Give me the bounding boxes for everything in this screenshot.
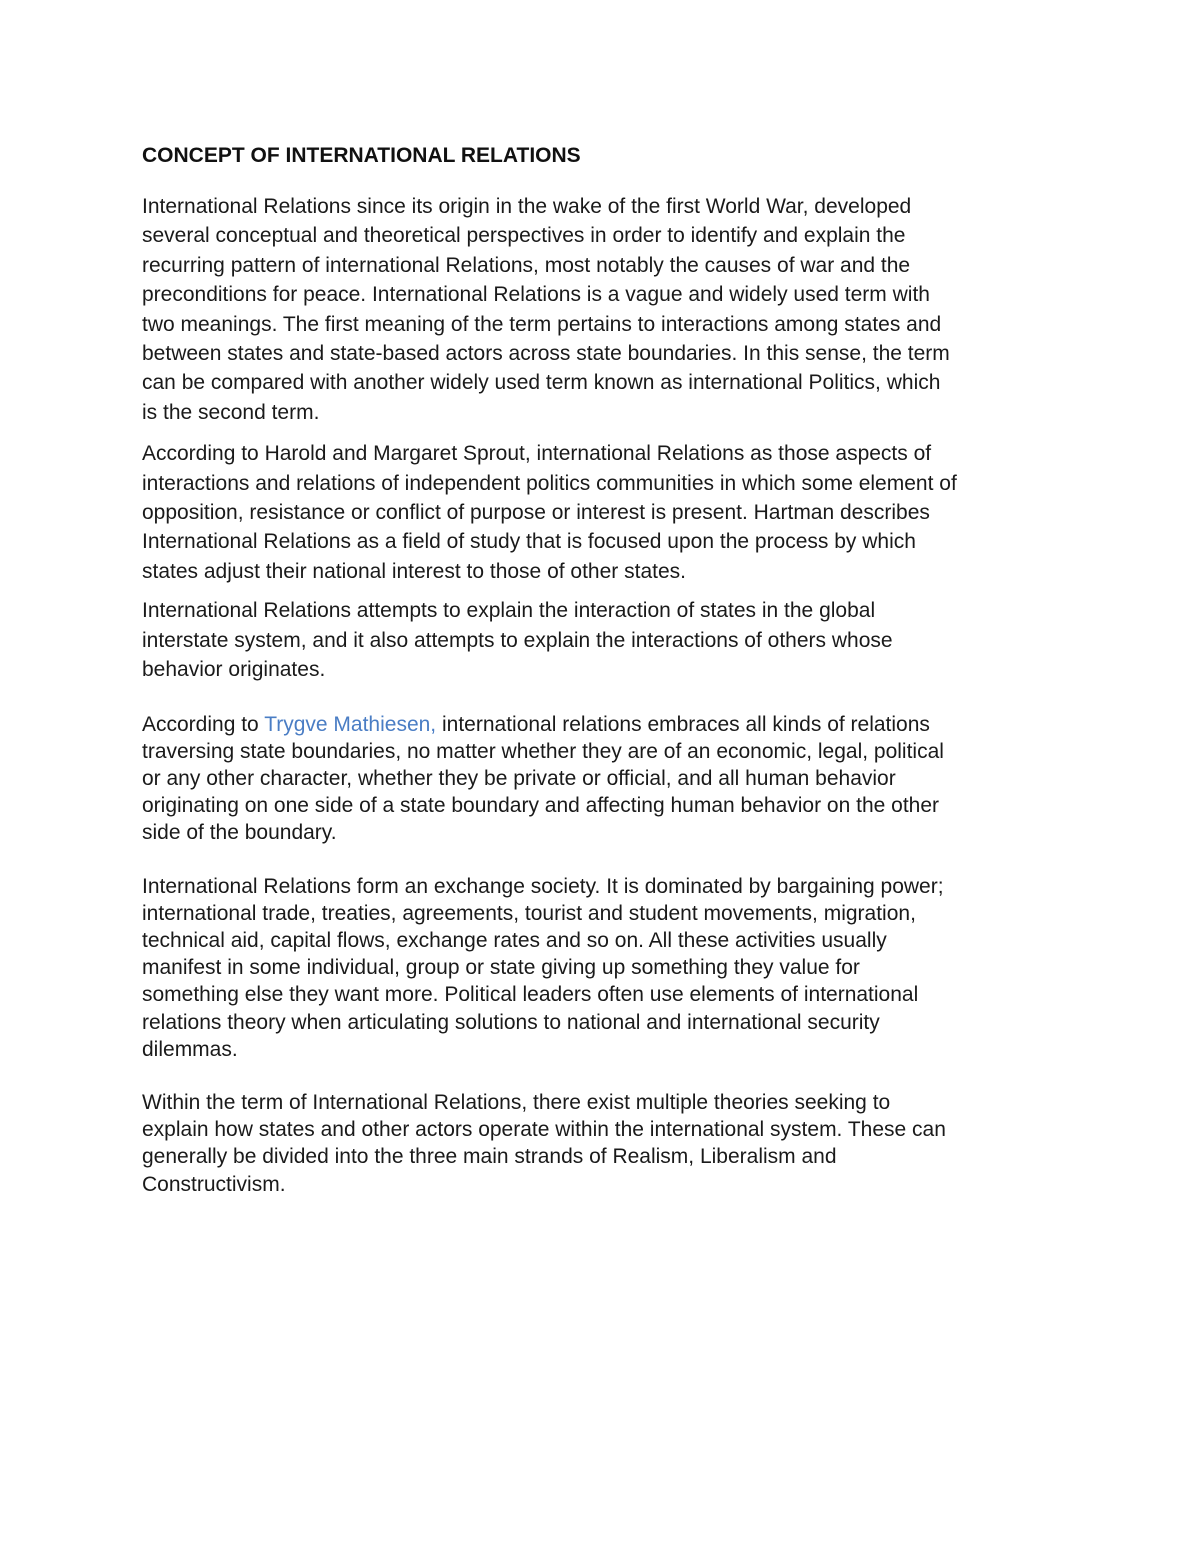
- mathiesen-rest: international relations embraces all kinds of relations traversing state boundaries, no matter whether they are of an economic, legal, political or any other character, whether they be private or official, and all human behavior originating on one side of a state boundary and affecting human behavior on the other side of the boundary.: [142, 712, 944, 845]
- mathiesen-prefix: According to: [142, 712, 265, 736]
- paragraph-exchange-society: International Relations form an exchange society. It is dominated by bargaining power; international trade, treaties, agreements, tourist and student movements, migration, technical aid, capital flows, exchange rates and so on. All these activities usually manifest in some individual, group or state giving up something they value for something else they want more. Political leaders often use elements of international relations theory when articulating solutions to national and international security dilemmas.: [142, 874, 944, 1061]
- document-title: CONCEPT OF INTERNATIONAL RELATIONS: [142, 144, 581, 167]
- document-page: [142, 140, 1072, 1198]
- paragraph-sprout-definition: According to Harold and Margaret Sprout, international Relations as those aspects of interactions and relations of independent politics communities in which some element of opposition, resistance or conflict of purpose or interest is present. Hartman describes International Relations as a field of study that is focused upon the process by which states adjust their national interest to those of other states.: [142, 442, 957, 583]
- paragraph-theories: Within the term of International Relations, there exist multiple theories seeking to explain how states and other actors operate within the international system. These can generally be divided into the three main strands of Realism, Liberalism and Constructivism.: [142, 1090, 946, 1196]
- trygve-mathiesen-link[interactable]: Trygve Mathiesen,: [264, 712, 437, 736]
- paragraph-mathiesen-definition: [142, 711, 1072, 847]
- paragraph-interaction-of-states: International Relations attempts to explain the interaction of states in the global interstate system, and it also attempts to explain the interactions of others whose behavior originates.: [142, 599, 893, 682]
- paragraph-origin: International Relations since its origin in the wake of the first World War, developed several conceptual and theoretical perspectives in order to identify and explain the recurring pattern of international Relations, most notably the causes of war and the preconditions for peace. International Relations is a vague and widely used term with two meanings. The first meaning of the term pertains to interactions among states and between states and state-based actors across state boundaries. In this sense, the term can be compared with another widely used term known as international Politics, which is the second term.: [142, 195, 950, 424]
